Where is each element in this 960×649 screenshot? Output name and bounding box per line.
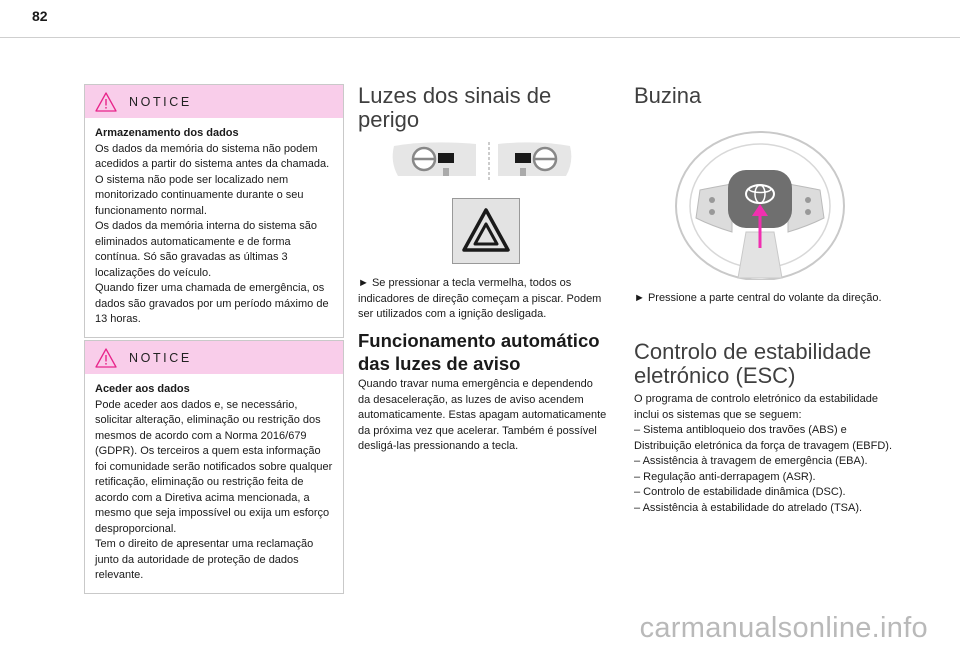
list-item: – Assistência à estabilidade do atrelado (TSA). [634,501,863,514]
notice-text-2: Tem o direito de apresentar uma reclamação junto da autoridade de proteção de dados relevante. [95,538,314,581]
auto-hazard-text: Quando travar numa emergência e dependendo da desaceleração, as luzes de aviso acendem automaticamente. Estas apagam automaticamente da próxima vez que acelerar. Também é possível desligá-las pressionando a tecla. [358,378,607,452]
steering-wheel-illustration [670,128,850,280]
auto-hazard-title: Funcionamento automático das luzes de aviso [358,330,600,374]
warning-icon [95,92,117,112]
esc-systems-list [634,423,896,516]
list-item: – Assistência à travagem de emergência (EBA). [634,455,868,467]
notice-text: Pode aceder aos dados e, se necessário, solicitar alteração, eliminação ou restrição dos mesmos de acordo com a Norma 2016/679 (GDPR). Os terceiros a quem esta informação foi comunidade serão notificados sobre qualquer retificação, eliminação ou restrição feita de acordo com a Diretiva acima mencionada, a mesmo que seja impossível ou exija um esforço desproporcional. [95,398,333,535]
esc-title: Controlo de estabilidade eletrónico (ESC) [634,339,872,388]
notice-title: NOTICE [129,94,192,109]
notice-heading: Aceder aos dados [95,383,190,395]
notice-header [85,85,343,118]
hazard-switch-location-illustration [388,138,576,186]
notice-title: NOTICE [129,350,192,365]
list-item: – Regulação anti-derrapagem (ASR). [634,470,816,483]
hazard-instruction: ► Se pressionar a tecla vermelha, todos os indicadores de direção começam a piscar. Podem ser utilizados com a ignição desligada. [358,277,602,320]
top-divider [0,37,960,38]
notice-text: Os dados da memória do sistema não podem acedidos a partir do sistema antes da chamada. O sistema não pode ser localizado nem monitorizado continuamente durante o seu funcionamento normal. [95,142,330,217]
horn-title: Buzina [634,83,702,108]
notice-header [85,341,343,374]
hazard-title: Luzes dos sinais de perigo [358,83,552,132]
notice-heading: Armazenamento dos dados [95,127,239,139]
page-number: 82 [32,8,48,24]
hazard-section [358,84,606,132]
notice-box-data-storage [84,84,344,338]
notice-body [85,374,343,593]
horn-instruction: ► Pressione a parte central do volante da direção. [634,292,882,304]
notice-text-2: Os dados da memória interna do sistema são eliminados automaticamente e de forma contínua. Só são gravadas as últimas 3 localizações do veículo. [95,220,317,279]
warning-icon [95,348,117,368]
notice-text-3: Quando fizer uma chamada de emergência, os dados são gravados por um período máximo de 13 horas. [95,282,329,325]
hazard-button-icon [452,198,520,264]
esc-intro: O programa de controlo eletrónico da estabilidade inclui os sistemas que se seguem: [634,393,878,421]
watermark: carmanualsonline.info [639,612,928,644]
notice-box-data-access [84,340,344,594]
list-item: – Sistema antibloqueio dos travões (ABS) e Distribuição eletrónica da força de travagem (EBFD). [634,424,892,452]
list-item: – Controlo de estabilidade dinâmica (DSC). [634,486,846,498]
notice-body [85,118,343,337]
